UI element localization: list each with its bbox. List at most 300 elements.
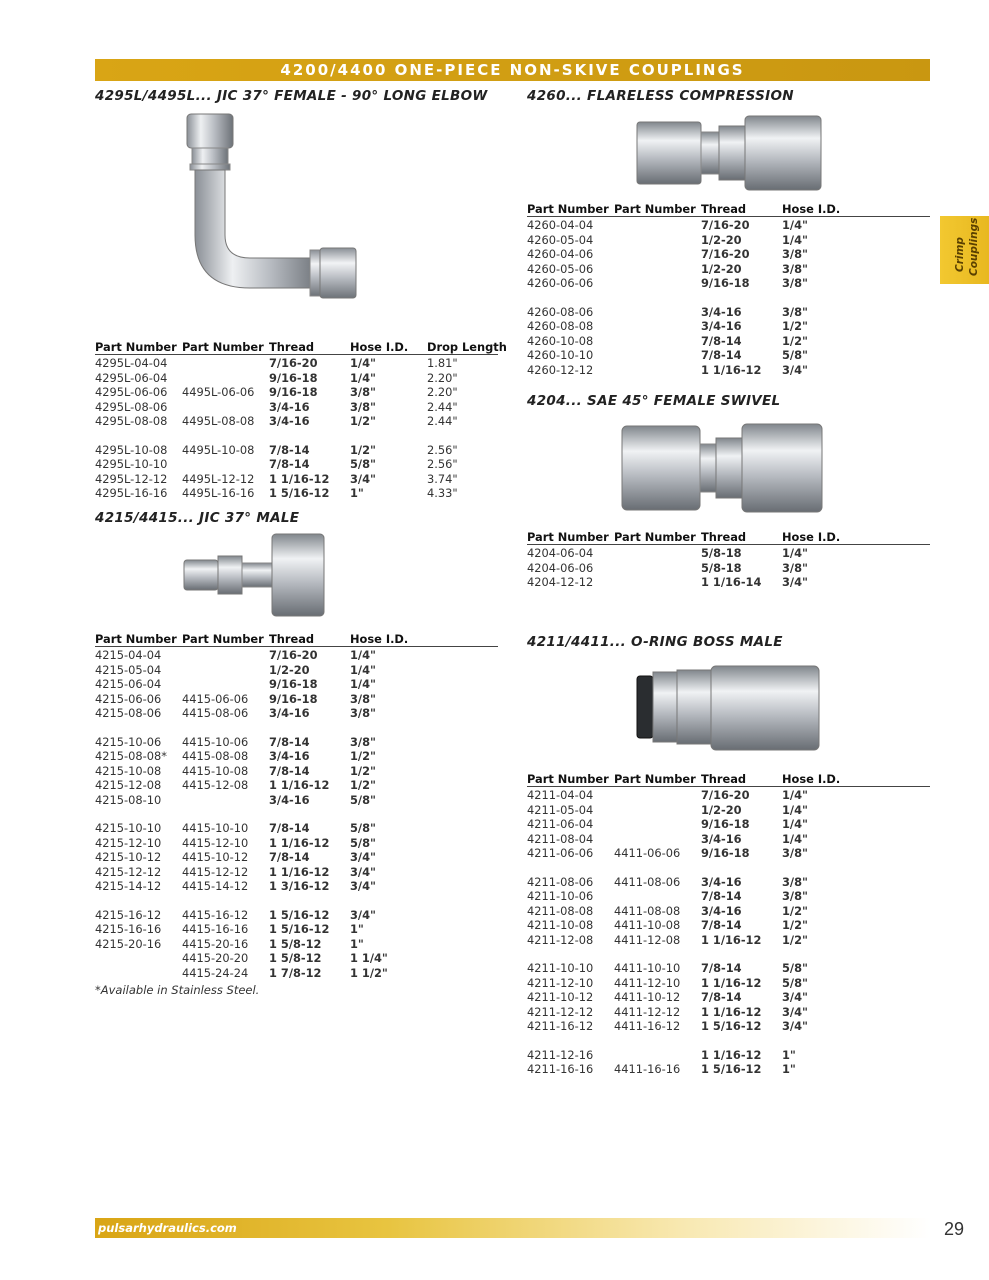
- cell-alt-part-number: 4411-12-08: [614, 932, 681, 947]
- footer-url[interactable]: pulsarhydraulics.com: [98, 1221, 237, 1235]
- cell-drop-length: 1.81": [427, 356, 458, 370]
- cell-hose-id: 1": [350, 922, 364, 936]
- cell-thread: 1 1/16-12: [701, 975, 762, 990]
- table-4215: [95, 632, 498, 980]
- cell-part-number: 4295L-08-08: [95, 414, 168, 428]
- cell-thread: 1/2-20: [701, 232, 742, 247]
- cell-part-number: 4204-06-06: [527, 560, 594, 575]
- cell-thread: 1 5/8-12: [269, 951, 322, 965]
- cell-thread: 1 1/16-12: [701, 362, 762, 377]
- table-row: [527, 561, 930, 576]
- cell-hose-id: 1/4": [782, 831, 808, 846]
- cell-drop-length: 2.56": [427, 442, 458, 457]
- header-hose-id: Hose I.D.: [350, 632, 409, 646]
- cell-thread: 7/16-20: [269, 648, 318, 662]
- cell-hose-id: 3/8": [782, 846, 808, 860]
- cell-alt-part-number: 4415-10-08: [182, 763, 249, 778]
- cell-thread: 3/4-16: [701, 874, 742, 889]
- cell-part-number: 4215-10-06: [95, 734, 162, 749]
- cell-hose-id: 3/8": [350, 734, 376, 749]
- cell-part-number: 4295L-06-06: [95, 385, 168, 399]
- section-title-4204: 4204... SAE 45° FEMALE SWIVEL: [527, 393, 781, 409]
- cell-thread: 1/2-20: [269, 662, 310, 677]
- cell-thread: 3/4-16: [269, 792, 310, 807]
- group-gap: [95, 721, 498, 735]
- cell-thread: 1 1/16-12: [269, 778, 330, 792]
- cell-thread: 3/4-16: [269, 749, 310, 763]
- table-header: [527, 530, 930, 544]
- cell-hose-id: 1": [350, 486, 364, 500]
- group-gap: [527, 947, 930, 961]
- table-row: [527, 846, 930, 861]
- group-gap: [95, 807, 498, 821]
- cell-alt-part-number: 4415-16-16: [182, 922, 249, 936]
- cell-hose-id: 1": [782, 1047, 796, 1062]
- cell-hose-id: 1/4": [782, 232, 808, 247]
- table-row: [527, 1062, 930, 1077]
- cell-part-number: 4215-16-16: [95, 922, 162, 936]
- cell-thread: 7/16-20: [701, 788, 750, 802]
- cell-thread: 7/16-20: [269, 356, 318, 370]
- header-thread: Thread: [701, 530, 747, 544]
- cell-alt-part-number: 4411-08-06: [614, 874, 681, 889]
- cell-thread: 7/8-14: [269, 442, 310, 457]
- header-hose-id: Hose I.D.: [782, 530, 841, 544]
- cell-alt-part-number: 4411-16-12: [614, 1019, 681, 1033]
- cell-hose-id: 3/8": [782, 889, 808, 903]
- cell-thread: 3/4-16: [701, 319, 742, 333]
- table-row: [95, 966, 498, 981]
- cell-alt-part-number: 4411-12-10: [614, 975, 681, 990]
- table-row: [527, 918, 930, 933]
- cell-thread: 9/16-18: [701, 817, 750, 831]
- cell-hose-id: 3/8": [350, 399, 376, 414]
- table-row: [95, 865, 498, 880]
- cell-alt-part-number: 4415-24-24: [182, 965, 249, 980]
- cell-alt-part-number: 4415-12-08: [182, 778, 249, 792]
- table-row: [527, 1019, 930, 1034]
- cell-part-number: 4215-12-10: [95, 835, 162, 850]
- stainless-note: *Available in Stainless Steel.: [95, 983, 260, 997]
- cell-thread: 5/8-18: [701, 560, 742, 575]
- cell-alt-part-number: 4415-10-12: [182, 850, 249, 864]
- cell-thread: 7/8-14: [701, 348, 742, 362]
- cell-hose-id: 1 1/4": [350, 951, 388, 965]
- cell-alt-part-number: 4411-12-12: [614, 1004, 681, 1019]
- table-row: [95, 648, 498, 663]
- cell-part-number: 4211-10-08: [527, 918, 594, 932]
- cell-hose-id: 5/8": [350, 792, 376, 807]
- cell-thread: 1 1/16-12: [269, 471, 330, 486]
- header-thread: Thread: [701, 202, 747, 216]
- cell-hose-id: 3/4": [782, 575, 808, 589]
- header-thread: Thread: [701, 772, 747, 786]
- cell-thread: 1 5/16-12: [269, 922, 330, 936]
- cell-part-number: 4295L-10-08: [95, 442, 168, 457]
- table-row: [95, 850, 498, 865]
- cell-hose-id: 1": [350, 936, 364, 951]
- cell-alt-part-number: 4411-10-10: [614, 961, 681, 975]
- jic-male-fitting-image: [180, 528, 330, 623]
- table-row: [527, 218, 930, 233]
- header-alt-part-number: Part Number: [182, 632, 264, 646]
- cell-hose-id: 5/8": [350, 821, 376, 835]
- cell-thread: 1 1/16-12: [701, 1004, 762, 1019]
- cell-part-number: 4260-04-06: [527, 247, 594, 261]
- cell-alt-part-number: 4415-16-12: [182, 907, 249, 922]
- cell-alt-part-number: 4415-20-16: [182, 936, 249, 951]
- cell-hose-id: 3/8": [782, 304, 808, 319]
- section-title-4260: 4260... FLARELESS COMPRESSION: [527, 88, 794, 104]
- cell-alt-part-number: 4411-08-08: [614, 903, 681, 918]
- cell-part-number: 4215-10-12: [95, 850, 162, 864]
- cell-part-number: 4295L-10-10: [95, 457, 168, 471]
- cell-thread: 1 5/16-12: [269, 486, 330, 500]
- cell-thread: 9/16-18: [269, 370, 318, 385]
- cell-hose-id: 1/2": [782, 903, 808, 918]
- table-row: [527, 803, 930, 818]
- cell-hose-id: 1/4": [350, 370, 376, 385]
- cell-hose-id: 1/2": [782, 333, 808, 348]
- header-part-number: Part Number: [527, 530, 609, 544]
- table-row: [527, 334, 930, 349]
- cell-drop-length: 3.74": [427, 471, 458, 486]
- cell-part-number: 4215-04-04: [95, 648, 162, 662]
- cell-alt-part-number: 4495L-10-08: [182, 442, 255, 457]
- cell-alt-part-number: 4415-10-06: [182, 734, 249, 749]
- cell-hose-id: 1/4": [782, 788, 808, 802]
- cell-thread: 9/16-18: [701, 846, 750, 860]
- cell-drop-length: 2.44": [427, 399, 458, 414]
- cell-thread: 1 7/8-12: [269, 965, 322, 980]
- header-hose-id: Hose I.D.: [782, 772, 841, 786]
- cell-hose-id: 3/4": [350, 907, 376, 922]
- cell-part-number: 4211-10-12: [527, 990, 594, 1004]
- cell-hose-id: 1/2": [350, 442, 376, 457]
- cell-thread: 7/16-20: [701, 247, 750, 261]
- cell-thread: 7/8-14: [269, 457, 310, 471]
- group-gap: [527, 291, 930, 305]
- cell-part-number: 4215-10-08: [95, 763, 162, 778]
- cell-part-number: 4260-10-08: [527, 333, 594, 348]
- cell-part-number: 4215-08-10: [95, 792, 162, 807]
- cell-part-number: 4215-06-04: [95, 677, 162, 691]
- header-alt-part-number: Part Number: [182, 340, 264, 354]
- cell-drop-length: 2.44": [427, 414, 458, 428]
- table-header: [527, 202, 930, 216]
- cell-alt-part-number: 4411-10-08: [614, 918, 681, 932]
- page-number: 29: [944, 1219, 965, 1239]
- elbow-fitting-image: [170, 110, 360, 335]
- cell-hose-id: 1/2": [350, 749, 376, 763]
- table-row: [527, 976, 930, 991]
- page-banner: 4200/4400 ONE-PIECE NON-SKIVE COUPLINGS: [95, 59, 930, 81]
- cell-hose-id: 5/8": [782, 961, 808, 975]
- cell-part-number: 4211-16-12: [527, 1019, 594, 1033]
- cell-part-number: 4215-16-12: [95, 907, 162, 922]
- table-row: [527, 546, 930, 561]
- cell-part-number: 4211-08-04: [527, 831, 594, 846]
- side-tab-line1: Crimp: [954, 237, 966, 272]
- side-tab-line2: Couplings: [968, 217, 980, 276]
- table-row: [95, 414, 498, 429]
- cell-part-number: 4211-04-04: [527, 788, 594, 802]
- header-hose-id: Hose I.D.: [350, 340, 409, 354]
- table-row: [95, 385, 498, 400]
- table-row: [95, 472, 498, 487]
- cell-thread: 1 1/16-12: [269, 835, 330, 850]
- header-thread: Thread: [269, 340, 315, 354]
- cell-thread: 9/16-18: [269, 691, 318, 706]
- table-row: [527, 1048, 930, 1063]
- table-row: [95, 764, 498, 779]
- cell-thread: 7/8-14: [269, 821, 310, 835]
- group-gap: [527, 1034, 930, 1048]
- cell-hose-id: 1/4": [782, 218, 808, 232]
- table-row: [95, 778, 498, 793]
- cell-hose-id: 1/4": [350, 662, 376, 677]
- cell-part-number: 4215-08-06: [95, 706, 162, 720]
- cell-hose-id: 3/4": [350, 879, 376, 893]
- group-gap: [95, 894, 498, 908]
- table-row: [95, 908, 498, 923]
- cell-hose-id: 1/2": [782, 932, 808, 947]
- section-title-4211: 4211/4411... O-RING BOSS MALE: [527, 634, 783, 650]
- cell-thread: 1 5/16-12: [269, 907, 330, 922]
- cell-part-number: 4260-05-04: [527, 232, 594, 247]
- table-row: [527, 990, 930, 1005]
- table-4260: [527, 202, 930, 377]
- cell-hose-id: 3/8": [350, 691, 376, 706]
- table-header: [95, 340, 507, 354]
- table-row: [95, 749, 498, 764]
- cell-part-number: 4215-12-08: [95, 778, 162, 792]
- cell-hose-id: 5/8": [782, 348, 808, 362]
- cell-thread: 9/16-18: [269, 385, 318, 399]
- table-row: [527, 788, 930, 803]
- header-thread: Thread: [269, 632, 315, 646]
- cell-thread: 7/8-14: [701, 889, 742, 903]
- table-row: [527, 305, 930, 320]
- cell-thread: 9/16-18: [701, 276, 750, 290]
- header-hose-id: Hose I.D.: [782, 202, 841, 216]
- cell-hose-id: 3/4": [782, 990, 808, 1004]
- cell-hose-id: 1/2": [350, 763, 376, 778]
- cell-hose-id: 3/8": [350, 385, 376, 399]
- table-row: [527, 1005, 930, 1020]
- cell-thread: 7/8-14: [269, 850, 310, 864]
- cell-thread: 3/4-16: [269, 399, 310, 414]
- table-4211: [527, 772, 930, 1077]
- table-row: [95, 356, 498, 371]
- cell-hose-id: 1/4": [350, 677, 376, 691]
- header-part-number: Part Number: [95, 632, 177, 646]
- cell-hose-id: 3/4": [350, 864, 376, 879]
- cell-hose-id: 3/8": [782, 247, 808, 261]
- cell-hose-id: 3/8": [350, 706, 376, 720]
- cell-drop-length: 2.20": [427, 385, 458, 399]
- group-gap: [95, 429, 498, 443]
- cell-part-number: 4215-05-04: [95, 662, 162, 677]
- cell-alt-part-number: 4411-06-06: [614, 846, 681, 860]
- flareless-fitting-image: [635, 112, 825, 194]
- table-row: [95, 692, 498, 707]
- cell-alt-part-number: 4415-12-10: [182, 835, 249, 850]
- cell-thread: 7/8-14: [701, 961, 742, 975]
- header-part-number: Part Number: [527, 772, 609, 786]
- cell-part-number: 4211-12-12: [527, 1004, 594, 1019]
- cell-drop-length: 2.56": [427, 457, 458, 471]
- cell-alt-part-number: 4411-10-12: [614, 990, 681, 1004]
- cell-hose-id: 3/4": [350, 850, 376, 864]
- table-row: [95, 793, 498, 808]
- cell-part-number: 4211-06-06: [527, 846, 594, 860]
- table-row: [527, 348, 930, 363]
- cell-alt-part-number: 4495L-16-16: [182, 486, 255, 500]
- header-part-number: Part Number: [527, 202, 609, 216]
- cell-hose-id: 5/8": [782, 975, 808, 990]
- cell-hose-id: 1/4": [350, 356, 376, 370]
- table-row: [527, 319, 930, 334]
- header-alt-part-number: Part Number: [614, 530, 696, 544]
- cell-thread: 1 5/16-12: [701, 1062, 762, 1076]
- cell-alt-part-number: 4415-06-06: [182, 691, 249, 706]
- cell-part-number: 4295L-08-06: [95, 399, 168, 414]
- cell-alt-part-number: 4495L-12-12: [182, 471, 255, 486]
- table-row: [527, 575, 930, 590]
- table-row: [95, 879, 498, 894]
- cell-thread: 1 5/8-12: [269, 936, 322, 951]
- table-row: [527, 247, 930, 262]
- table-row: [527, 961, 930, 976]
- cell-thread: 1 3/16-12: [269, 879, 330, 893]
- cell-part-number: 4260-04-04: [527, 218, 594, 232]
- table-row: [95, 486, 498, 501]
- cell-part-number: 4204-06-04: [527, 546, 594, 560]
- cell-thread: 1 1/16-12: [269, 864, 330, 879]
- table-row: [95, 922, 498, 937]
- table-row: [527, 875, 930, 890]
- cell-alt-part-number: 4495L-08-08: [182, 414, 255, 428]
- cell-alt-part-number: 4415-10-10: [182, 821, 249, 835]
- table-row: [95, 371, 498, 386]
- cell-hose-id: 3/4": [782, 362, 808, 377]
- cell-thread: 1/2-20: [701, 802, 742, 817]
- cell-thread: 1 1/16-14: [701, 575, 762, 589]
- cell-part-number: 4215-08-08*: [95, 749, 167, 763]
- cell-part-number: 4215-10-10: [95, 821, 162, 835]
- cell-part-number: 4211-10-06: [527, 889, 594, 903]
- cell-part-number: 4211-05-04: [527, 802, 594, 817]
- table-header: [95, 632, 498, 646]
- cell-alt-part-number: 4415-12-12: [182, 864, 249, 879]
- cell-drop-length: 2.20": [427, 370, 458, 385]
- cell-hose-id: 1/2": [782, 319, 808, 333]
- cell-part-number: 4215-12-12: [95, 864, 162, 879]
- cell-part-number: 4260-08-08: [527, 319, 594, 333]
- cell-hose-id: 5/8": [350, 835, 376, 850]
- cell-part-number: 4211-08-06: [527, 874, 594, 889]
- table-row: [95, 735, 498, 750]
- cell-part-number: 4215-14-12: [95, 879, 162, 893]
- table-row: [95, 400, 498, 415]
- cell-alt-part-number: 4411-16-16: [614, 1062, 681, 1076]
- section-title-4215: 4215/4415... JIC 37° MALE: [95, 510, 300, 526]
- cell-part-number: 4204-12-12: [527, 575, 594, 589]
- table-row: [527, 817, 930, 832]
- cell-hose-id: 1/2": [350, 778, 376, 792]
- table-row: [527, 363, 930, 378]
- cell-thread: 1 5/16-12: [701, 1019, 762, 1033]
- oring-fitting-image: [635, 660, 825, 758]
- cell-thread: 7/8-14: [701, 333, 742, 348]
- cell-hose-id: 3/4": [782, 1004, 808, 1019]
- table-row: [95, 951, 498, 966]
- cell-part-number: 4260-10-10: [527, 348, 594, 362]
- cell-thread: 9/16-18: [269, 677, 318, 691]
- cell-part-number: 4211-06-04: [527, 817, 594, 831]
- cell-thread: 1 1/16-12: [701, 1047, 762, 1062]
- table-4295: [95, 340, 507, 501]
- cell-alt-part-number: 4415-08-08: [182, 749, 249, 763]
- cell-part-number: 4260-08-06: [527, 304, 594, 319]
- table-row: [527, 889, 930, 904]
- cell-alt-part-number: 4415-14-12: [182, 879, 249, 893]
- cell-hose-id: 1/4": [782, 546, 808, 560]
- cell-thread: 3/4-16: [269, 414, 310, 428]
- swivel-fitting-image: [620, 420, 825, 515]
- cell-part-number: 4215-20-16: [95, 936, 162, 951]
- table-row: [527, 262, 930, 277]
- table-row: [95, 443, 498, 458]
- cell-alt-part-number: 4415-20-20: [182, 951, 249, 965]
- cell-part-number: 4260-05-06: [527, 261, 594, 276]
- cell-hose-id: 1/4": [782, 802, 808, 817]
- cell-part-number: 4211-12-08: [527, 932, 594, 947]
- cell-thread: 5/8-18: [701, 546, 742, 560]
- header-drop-length: Drop Length: [427, 340, 507, 354]
- group-gap: [527, 861, 930, 875]
- table-row: [527, 832, 930, 847]
- table-row: [95, 677, 498, 692]
- table-row: [95, 836, 498, 851]
- table-row: [95, 937, 498, 952]
- cell-part-number: 4260-06-06: [527, 276, 594, 290]
- cell-part-number: 4215-06-06: [95, 691, 162, 706]
- cell-hose-id: 3/8": [782, 261, 808, 276]
- cell-thread: 7/8-14: [701, 918, 742, 932]
- cell-hose-id: 1 1/2": [350, 965, 388, 980]
- cell-drop-length: 4.33": [427, 486, 458, 500]
- cell-hose-id: 1/2": [350, 414, 376, 428]
- section-title-4295: 4295L/4495L... JIC 37° FEMALE - 90° LONG ELBOW: [95, 88, 488, 104]
- table-header: [527, 772, 930, 786]
- cell-hose-id: 1": [782, 1062, 796, 1076]
- header-part-number: Part Number: [95, 340, 177, 354]
- cell-thread: 7/8-14: [269, 734, 310, 749]
- cell-alt-part-number: 4415-08-06: [182, 706, 249, 720]
- cell-part-number: 4211-16-16: [527, 1062, 594, 1076]
- cell-part-number: 4295L-04-04: [95, 356, 168, 370]
- table-row: [527, 276, 930, 291]
- table-row: [95, 663, 498, 678]
- cell-thread: 7/16-20: [701, 218, 750, 232]
- table-row: [527, 233, 930, 248]
- header-alt-part-number: Part Number: [614, 772, 696, 786]
- cell-part-number: 4295L-06-04: [95, 370, 168, 385]
- cell-part-number: 4211-08-08: [527, 903, 594, 918]
- table-row: [95, 457, 498, 472]
